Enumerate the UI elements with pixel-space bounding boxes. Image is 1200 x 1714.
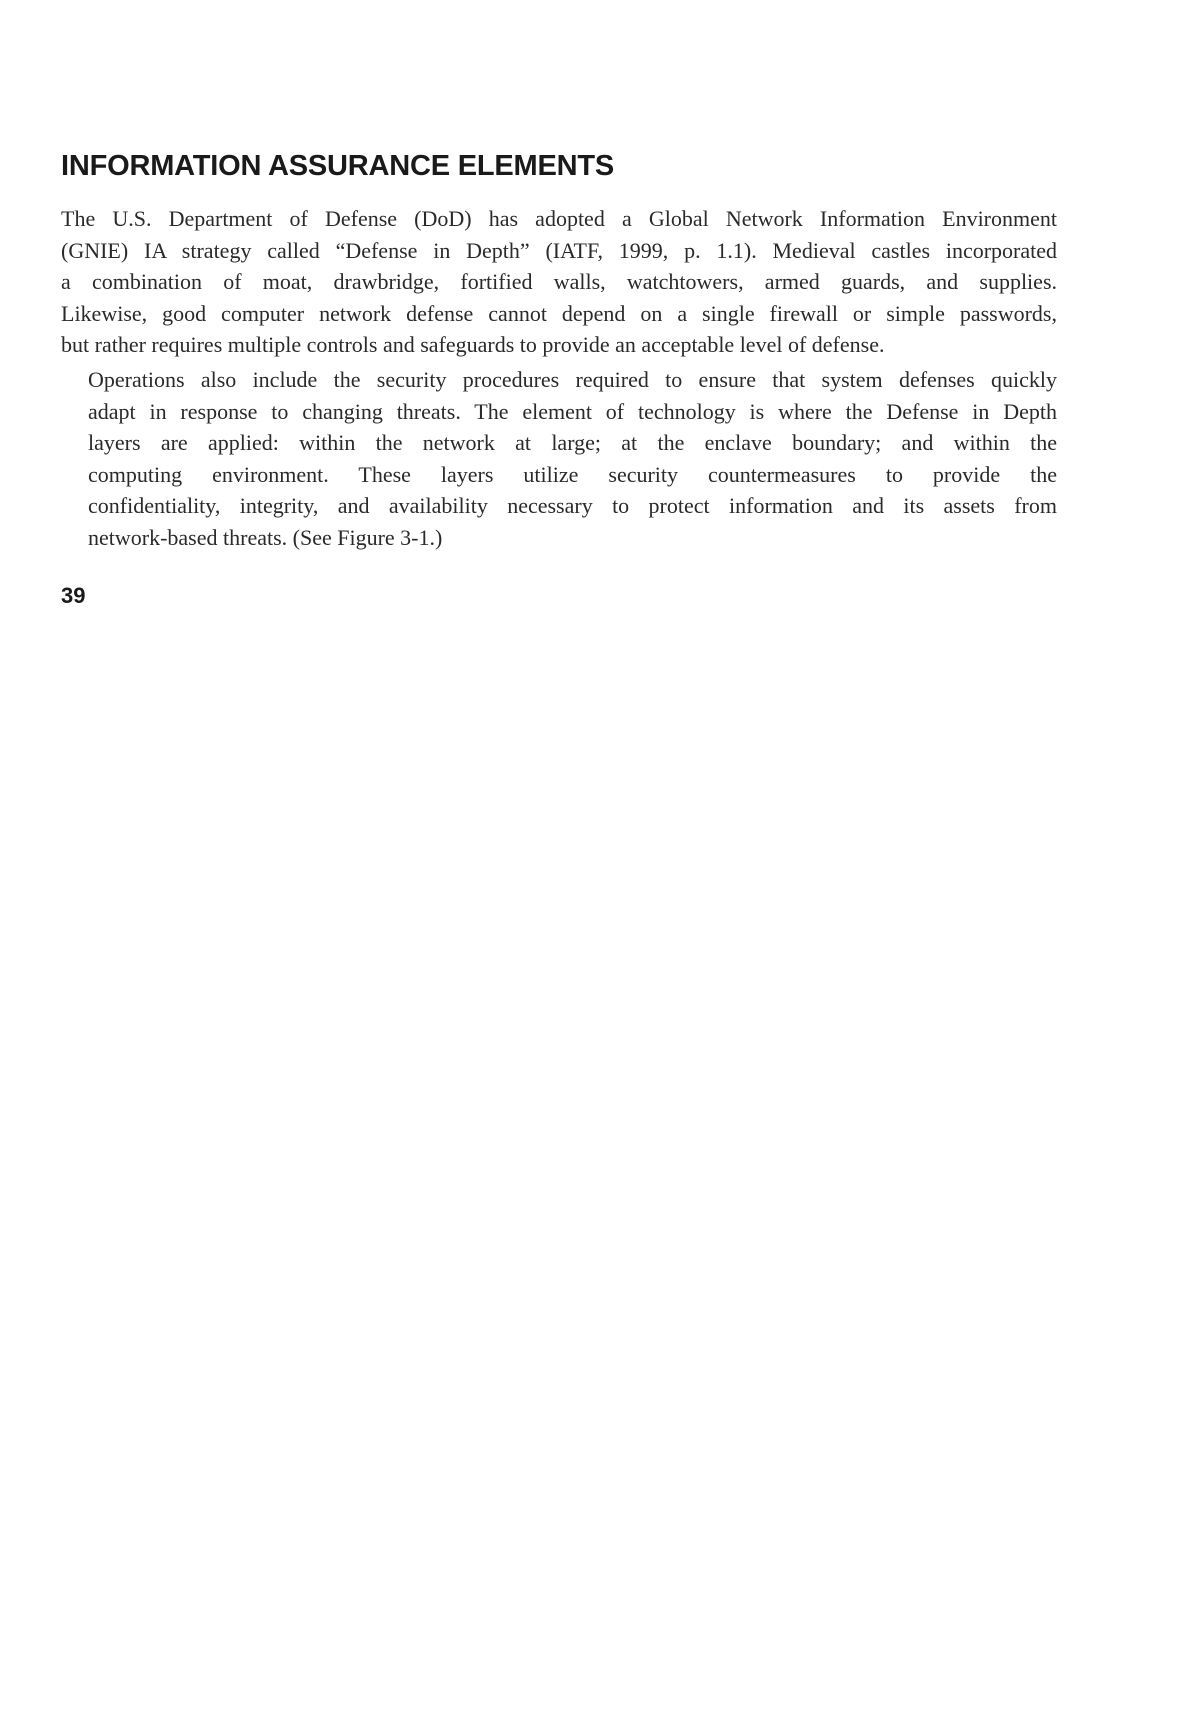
body-paragraph-2 <box>88 364 1057 553</box>
paragraph-1-line: The U.S. Department of Defense (DoD) has adopted a Global Network Information Environment <box>61 206 1057 231</box>
paragraph-1-line: (GNIE) IA strategy called “Defense in Depth” (IATF, 1999, p. 1.1). Medieval castles incorporated <box>61 237 1057 263</box>
section-heading: INFORMATION ASSURANCE ELEMENTS <box>61 150 615 182</box>
paragraph-1-line: a combination of moat, drawbridge, fortified walls, watchtowers, armed guards, and supplies. <box>61 269 1057 294</box>
page-number: 39 <box>61 583 86 608</box>
paragraph-2-line: network-based threats. (See Figure 3-1.) <box>88 524 443 550</box>
paragraph-2-line: adapt in response to changing threats. The element of technology is where the Defense in Depth <box>88 398 1057 424</box>
paragraph-1-line: Likewise, good computer network defense cannot depend on a single firewall or simple passwords, <box>61 300 1057 326</box>
paragraph-2-line: layers are applied: within the network at large; at the enclave boundary; and within the <box>88 430 1057 455</box>
body-paragraph-1 <box>61 203 1057 361</box>
paragraph-1-line: but rather requires multiple controls and safeguards to provide an acceptable level of defense. <box>61 332 885 357</box>
paragraph-2-line: computing environment. These layers utilize security countermeasures to provide the <box>88 461 1057 487</box>
paragraph-2-line: confidentiality, integrity, and availability necessary to protect information and its assets from <box>88 493 1057 518</box>
paragraph-2-line: Operations also include the security procedures required to ensure that system defenses quickly <box>88 367 1057 392</box>
